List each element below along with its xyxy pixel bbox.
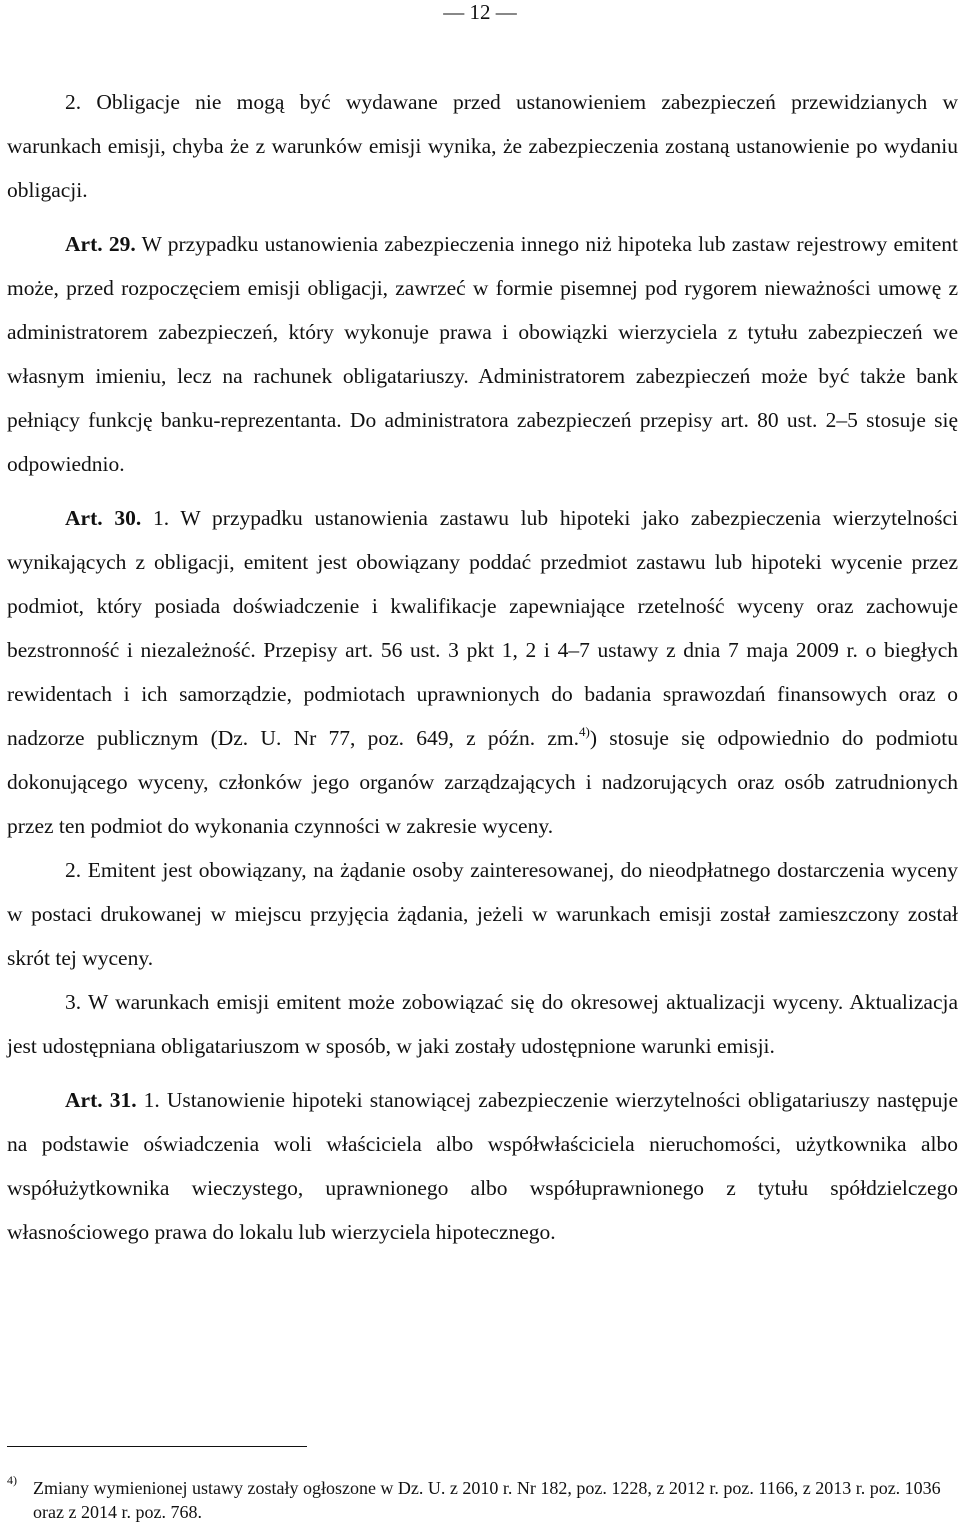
footnote-reference: 4) (578, 724, 590, 739)
article-31-label: Art. 31. (65, 1088, 137, 1112)
article-31-text: 1. Ustanowienie hipoteki stanowiącej zabezpieczenie wierzytelności obligatariuszy następuje na podstawie oświadczenia woli właściciela albo współwłaściciela nieruchomości, użytkownika albo współużytkownika wieczystego, uprawnionego albo współuprawnionego z tytułu spółdzielczego własnościowego prawa do lokalu lub wierzyciela hipotecznego. (7, 1088, 959, 1244)
article-30-section-3 (7, 980, 958, 1068)
article-31 (7, 1078, 958, 1254)
article-30-section-3-text: 3. W warunkach emisji emitent może zobowiązać się do okresowej aktualizacji wyceny. Aktualizacja jest udostępniana obligatariuszom w sposób, w jaki zostały udostępnione warunki emisji. (7, 990, 958, 1058)
article-30-label: Art. 30. (65, 506, 142, 530)
article-30-text-part1: 1. W przypadku ustanowienia zastawu lub hipoteki jako zabezpieczenia wierzytelności wynikających z obligacji, emitent jest obowiązany poddać przedmiot zastawu lub hipoteki wycenie przez podmiot, który posiada doświadczenie i kwalifikacje zapewniające rzetelność wyceny oraz zachowuje bezstronność i niezależność. Przepisy art. 56 ust. 3 pkt 1, 2 i 4–7 ustawy z dnia 7 maja 2009 r. o biegłych rewidentach i ich samorządzie, podmiotach uprawnionych do badania sprawozdań finansowych oraz o nadzorze publicznym (Dz. U. Nr 77, poz. 649, z późn. zm. (7, 506, 958, 750)
article-30-text-part2: ) stosuje się odpowiednio do podmiotu dokonującego wyceny, członków jego organów zarządzających i nadzorujących oraz osób zatrudnionych przez ten podmiot do wykonania czynności w zakresie wyceny. (7, 726, 958, 838)
footnote (7, 1473, 958, 1524)
article-30-section-1 (7, 496, 958, 848)
article-29-text: W przypadku ustanowienia zabezpieczenia innego niż hipoteka lub zastaw rejestrowy emitent może, przed rozpoczęciem emisji obligacji, zawrzeć w formie pisemnej pod rygorem nieważności umowę z administratorem zabezpieczeń, który wykonuje prawa i obowiązki wierzyciela z tytułu zabezpieczeń we własnym imieniu, lecz na rachunek obligatariuszy. Administratorem zabezpieczeń może być także bank pełniący funkcję banku-reprezentanta. Do administratora zabezpieczeń przepisy art. 80 ust. 2–5 stosuje się odpowiednio. (7, 232, 958, 476)
paragraph-text: 2. Obligacje nie mogą być wydawane przed ustanowieniem zabezpieczeń przewidzianych w warunkach emisji, chyba że z warunków emisji wynika, że zabezpieczenia zostaną ustanowienie po wydaniu obligacji. (7, 90, 958, 202)
article-30-section-2 (7, 848, 958, 980)
footnote-separator (7, 1446, 307, 1447)
document-body (7, 80, 958, 1254)
article-29 (7, 222, 958, 486)
paragraph-obligations-security (7, 80, 958, 212)
page-number: — 12 — (443, 0, 517, 24)
article-29-label: Art. 29. (65, 232, 136, 256)
footnote-text: Zmiany wymienionej ustawy zostały ogłoszone w Dz. U. z 2010 r. Nr 182, poz. 1228, z 2012 r. poz. 1166, z 2013 r. poz. 1036 oraz z 2014 r. poz. 768. (33, 1478, 941, 1522)
footnote-mark: 4) (7, 1473, 17, 1487)
article-30-section-2-text: 2. Emitent jest obowiązany, na żądanie osoby zainteresowanej, do nieodpłatnego dostarczenia wyceny w postaci drukowanej w miejscu przyjęcia żądania, jeżeli w warunkach emisji został zamieszczony został skrót tej wyceny. (7, 858, 958, 970)
